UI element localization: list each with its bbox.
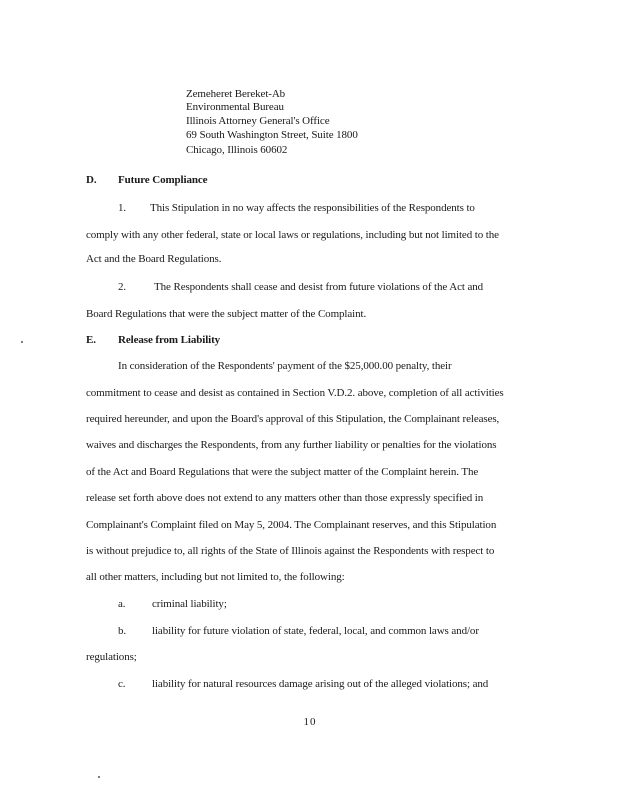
address-street: 69 South Washington Street, Suite 1800 <box>186 129 358 141</box>
section-d-title: Future Compliance <box>118 174 208 186</box>
section-d-para2-line: Board Regulations that were the subject matter of the Complaint. <box>86 308 367 320</box>
section-e-para-line: commitment to cease and desist as contained in Section V.D.2. above, completion of all activities <box>86 387 504 399</box>
section-d-para1-number: 1. <box>118 202 127 214</box>
section-d-para2-line: The Respondents shall cease and desist from future violations of the Act and <box>154 281 484 293</box>
scan-speck <box>98 776 100 778</box>
section-d-para1-line: comply with any other federal, state or local laws or regulations, including but not limited to the <box>86 229 499 241</box>
section-e-para-line: all other matters, including but not limited to, the following: <box>86 571 345 583</box>
page-number: 10 <box>303 716 317 728</box>
address-department: Environmental Bureau <box>186 101 284 113</box>
address-city: Chicago, Illinois 60602 <box>186 144 288 156</box>
list-item-letter: c. <box>118 678 126 690</box>
section-d-para1-line: Act and the Board Regulations. <box>86 253 222 265</box>
scan-speck <box>21 341 23 343</box>
list-item-text: criminal liability; <box>152 598 227 610</box>
section-d-letter: D. <box>86 174 97 186</box>
list-item-text: liability for natural resources damage arising out of the alleged violations; and <box>152 678 489 690</box>
section-e-para-line: waives and discharges the Respondents, from any further liability or penalties for the violations <box>86 439 497 451</box>
section-e-para-line: Complainant's Complaint filed on May 5, 2004. The Complainant reserves, and this Stipulation <box>86 519 497 531</box>
section-e-para-line: of the Act and Board Regulations that were the subject matter of the Complaint herein. The <box>86 466 479 478</box>
section-d-para1-line: This Stipulation in no way affects the responsibilities of the Respondents to <box>150 202 475 214</box>
section-e-title: Release from Liability <box>118 334 221 346</box>
address-name: Zemeheret Bereket-Ab <box>186 88 286 100</box>
list-item-letter: b. <box>118 625 127 637</box>
list-item-text: liability for future violation of state, federal, local, and common laws and/or <box>152 625 479 637</box>
section-e-letter: E. <box>86 334 96 346</box>
section-e-para-line: is without prejudice to, all rights of the State of Illinois against the Respondents with respect to <box>86 545 495 557</box>
section-d-para2-number: 2. <box>118 281 127 293</box>
section-e-para-line: In consideration of the Respondents' payment of the $25,000.00 penalty, their <box>118 360 452 372</box>
address-office: Illinois Attorney General's Office <box>186 115 330 127</box>
section-e-para-line: required hereunder, and upon the Board's approval of this Stipulation, the Complainant releases, <box>86 413 500 425</box>
list-item-letter: a. <box>118 598 126 610</box>
list-item-text: regulations; <box>86 651 137 663</box>
section-e-para-line: release set forth above does not extend to any matters other than those expressly specified in <box>86 492 484 504</box>
